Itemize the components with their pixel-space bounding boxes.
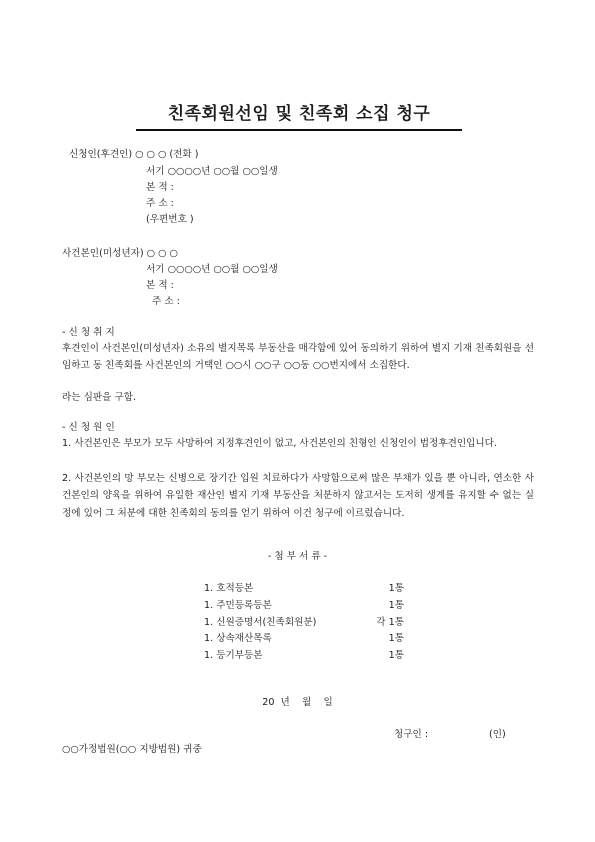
claimant-label: 청구인 :	[394, 729, 429, 740]
purpose-heading: - 신 청 취 지	[62, 327, 115, 338]
attachment-qty: 1통	[388, 600, 404, 611]
attachment-label: 1. 등기부등본	[204, 650, 263, 661]
attachment-qty: 각 1통	[376, 617, 404, 628]
attachments-heading: - 첨 부 서 류 -	[267, 551, 328, 562]
purpose-body: 후견인이 사건본인(미성년자) 소유의 별지목록 부동산을 매각함에 있어 동의하기 위하여 별지 기재 친족회원을 선임하고 동 친족회를 사건본인의 거택인 ○○시 ○○구 ○○동 ○○번지에서 소집한다.	[62, 343, 534, 372]
attachment-label: 1. 호적등본	[204, 583, 254, 594]
document-date: 20 년 월 일	[262, 697, 333, 708]
attachment-item	[204, 617, 404, 631]
reasons-item-2: 2. 사건본인의 망 부모는 신병으로 장기간 입원 치료하다가 사망함으로써 많은 부채가 있을 뿐 아니라, 연소한 사건본인의 양육을 위하여 유일한 재산인 별지 기재 부동산을 처분하지 않고서는 도저히 생계를 유지할 수 없는 실정에 있어 그 처분에 대한 친족회의 동의를 얻기 위하여 이건 청구에 이르렀습니다.	[62, 473, 534, 519]
principal-domicile: 본 적 :	[146, 280, 174, 291]
principal-line: 사건본인(미성년자) ○ ○ ○	[62, 248, 178, 259]
applicant-domicile: 본 적 :	[146, 182, 174, 193]
reasons-heading: - 신 청 원 인	[62, 422, 115, 433]
applicant-birth: 서기 ○○○○년 ○○월 ○○일생	[146, 166, 278, 177]
attachment-item	[204, 583, 404, 597]
principal-birth: 서기 ○○○○년 ○○월 ○○일생	[146, 264, 278, 275]
purpose-closing: 라는 심판을 구함.	[62, 392, 137, 403]
applicant-address: 주 소 :	[146, 198, 174, 209]
reasons-item-1: 1. 사건본인은 부모가 모두 사망하여 지정후견인이 없고, 사건본인의 친형인 신청인이 법정후견인입니다.	[62, 438, 497, 449]
attachment-qty: 1통	[388, 633, 404, 644]
attachment-label: 1. 주민등록등본	[204, 600, 272, 611]
attachment-label: 1. 상속재산목록	[204, 633, 272, 644]
applicant-postal: (우편번호 )	[146, 214, 194, 225]
attachment-item	[204, 600, 404, 614]
principal-address: 주 소 :	[152, 296, 180, 307]
attachment-qty: 1통	[388, 583, 404, 594]
seal-mark: (인)	[489, 729, 506, 740]
attachment-qty: 1통	[388, 650, 404, 661]
applicant-line: 신청인(후견인) ○ ○ ○ (전화 )	[69, 149, 199, 160]
attachment-label: 1. 신원증명서(친족회원분)	[204, 617, 317, 628]
title-underline	[136, 129, 462, 131]
court-addressee: ○○가정법원(○○ 지방법원) 귀중	[62, 744, 202, 755]
attachment-item	[204, 633, 404, 647]
attachment-item	[204, 650, 404, 664]
document-title: 친족회원선임 및 친족회 소집 청구	[167, 104, 431, 124]
